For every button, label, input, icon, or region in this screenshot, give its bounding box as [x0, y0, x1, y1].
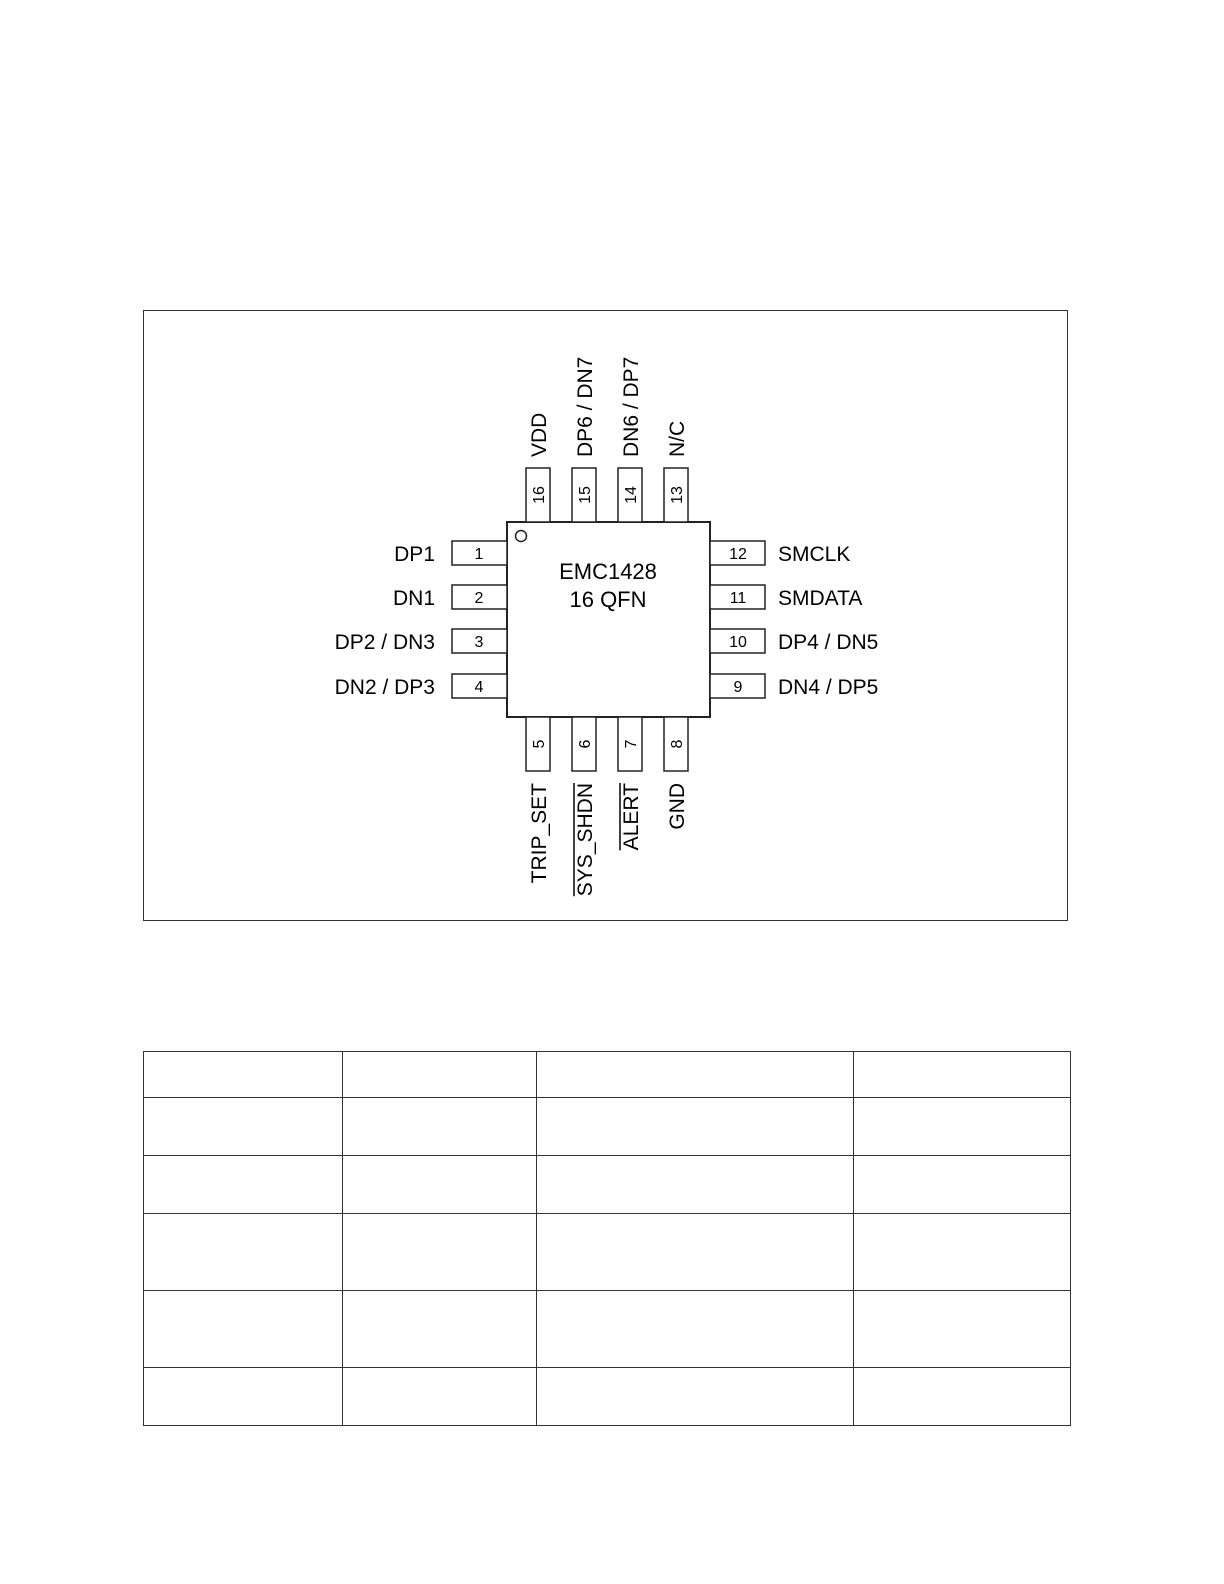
- pin-6: [572, 717, 597, 896]
- pin-label: SYS_SHDN: [574, 783, 597, 897]
- table-cell: [854, 1098, 1071, 1156]
- pin-number: 11: [729, 590, 747, 607]
- table-cell: [144, 1214, 343, 1291]
- pin-2: [393, 585, 507, 610]
- pin-13: [664, 421, 689, 522]
- pin-number: 13: [669, 486, 686, 504]
- pin-1: [394, 541, 507, 566]
- table-cell: [343, 1098, 537, 1156]
- table-row: [144, 1368, 1071, 1426]
- table-cell: [144, 1291, 343, 1368]
- chip-package: [507, 522, 710, 717]
- table-cell: [854, 1368, 1071, 1426]
- table-cell: [854, 1291, 1071, 1368]
- table-row: [144, 1214, 1071, 1291]
- table-cell: [854, 1214, 1071, 1291]
- pin-label: DP1: [394, 543, 435, 566]
- pin-label: DP4 / DN5: [778, 631, 879, 654]
- chip-body: [507, 522, 710, 717]
- table-cell: [144, 1098, 343, 1156]
- pin-14: [618, 357, 643, 522]
- pin-label: ALERT: [620, 783, 643, 851]
- table-cell: [343, 1368, 537, 1426]
- pin-number: 12: [729, 546, 747, 563]
- table-cell: [537, 1156, 854, 1214]
- pin-label: DN1: [392, 587, 435, 610]
- chip-package-type: 16 QFN: [569, 587, 647, 612]
- chip-part-number: EMC1428: [559, 559, 657, 584]
- pin-label: DN4 / DP5: [778, 676, 879, 699]
- table-row: [144, 1156, 1071, 1214]
- table-cell: [537, 1214, 854, 1291]
- table-cell: [537, 1098, 854, 1156]
- pin-9: [710, 674, 878, 699]
- table-header-row: [144, 1052, 1071, 1098]
- pin-label: VDD: [528, 412, 551, 457]
- pin-number: 7: [623, 739, 640, 749]
- pin-15: [572, 357, 597, 522]
- pin-number: 14: [623, 486, 640, 504]
- pin-number: 8: [669, 739, 686, 749]
- pin-3: [335, 629, 507, 654]
- pin-4: [335, 674, 507, 699]
- pin-label: N/C: [666, 420, 689, 457]
- table-cell: [537, 1052, 854, 1098]
- pin-8: [664, 717, 689, 830]
- pin-number: 5: [531, 739, 548, 749]
- pin-label: DN2 / DP3: [334, 676, 435, 699]
- pin-description-table: [143, 1051, 1071, 1426]
- pin-number: 10: [729, 634, 747, 651]
- pin-number: 16: [531, 486, 548, 504]
- table-cell: [144, 1052, 343, 1098]
- table-cell: [854, 1156, 1071, 1214]
- pin-label: DN6 / DP7: [620, 356, 643, 457]
- table-cell: [343, 1214, 537, 1291]
- pin-7: [618, 717, 643, 850]
- pin-number: 2: [474, 590, 484, 607]
- table-row: [144, 1291, 1071, 1368]
- table-cell: [854, 1052, 1071, 1098]
- pin-5: [526, 717, 551, 883]
- pin-12: [710, 541, 850, 566]
- table-cell: [537, 1368, 854, 1426]
- pin-number: 6: [577, 739, 594, 749]
- pin-number: 3: [474, 634, 484, 651]
- table-cell: [343, 1291, 537, 1368]
- pin-16: [526, 413, 551, 522]
- table-row: [144, 1098, 1071, 1156]
- pin-label: GND: [666, 783, 689, 830]
- table-cell: [343, 1156, 537, 1214]
- pin-label: DP6 / DN7: [574, 356, 597, 457]
- table-cell: [144, 1368, 343, 1426]
- table-cell: [537, 1291, 854, 1368]
- pin-number: 4: [474, 679, 484, 696]
- table-cell: [144, 1156, 343, 1214]
- pin-label: SMCLK: [778, 543, 851, 566]
- pin-10: [710, 629, 878, 654]
- pin-11: [710, 585, 862, 610]
- pin-number: 1: [474, 546, 484, 563]
- pin-number: 9: [733, 679, 743, 696]
- pin-label: TRIP_SET: [528, 783, 551, 884]
- pin-number: 15: [577, 486, 594, 504]
- table-cell: [343, 1052, 537, 1098]
- pin-label: DP2 / DN3: [334, 631, 435, 654]
- pin-label: SMDATA: [778, 587, 863, 610]
